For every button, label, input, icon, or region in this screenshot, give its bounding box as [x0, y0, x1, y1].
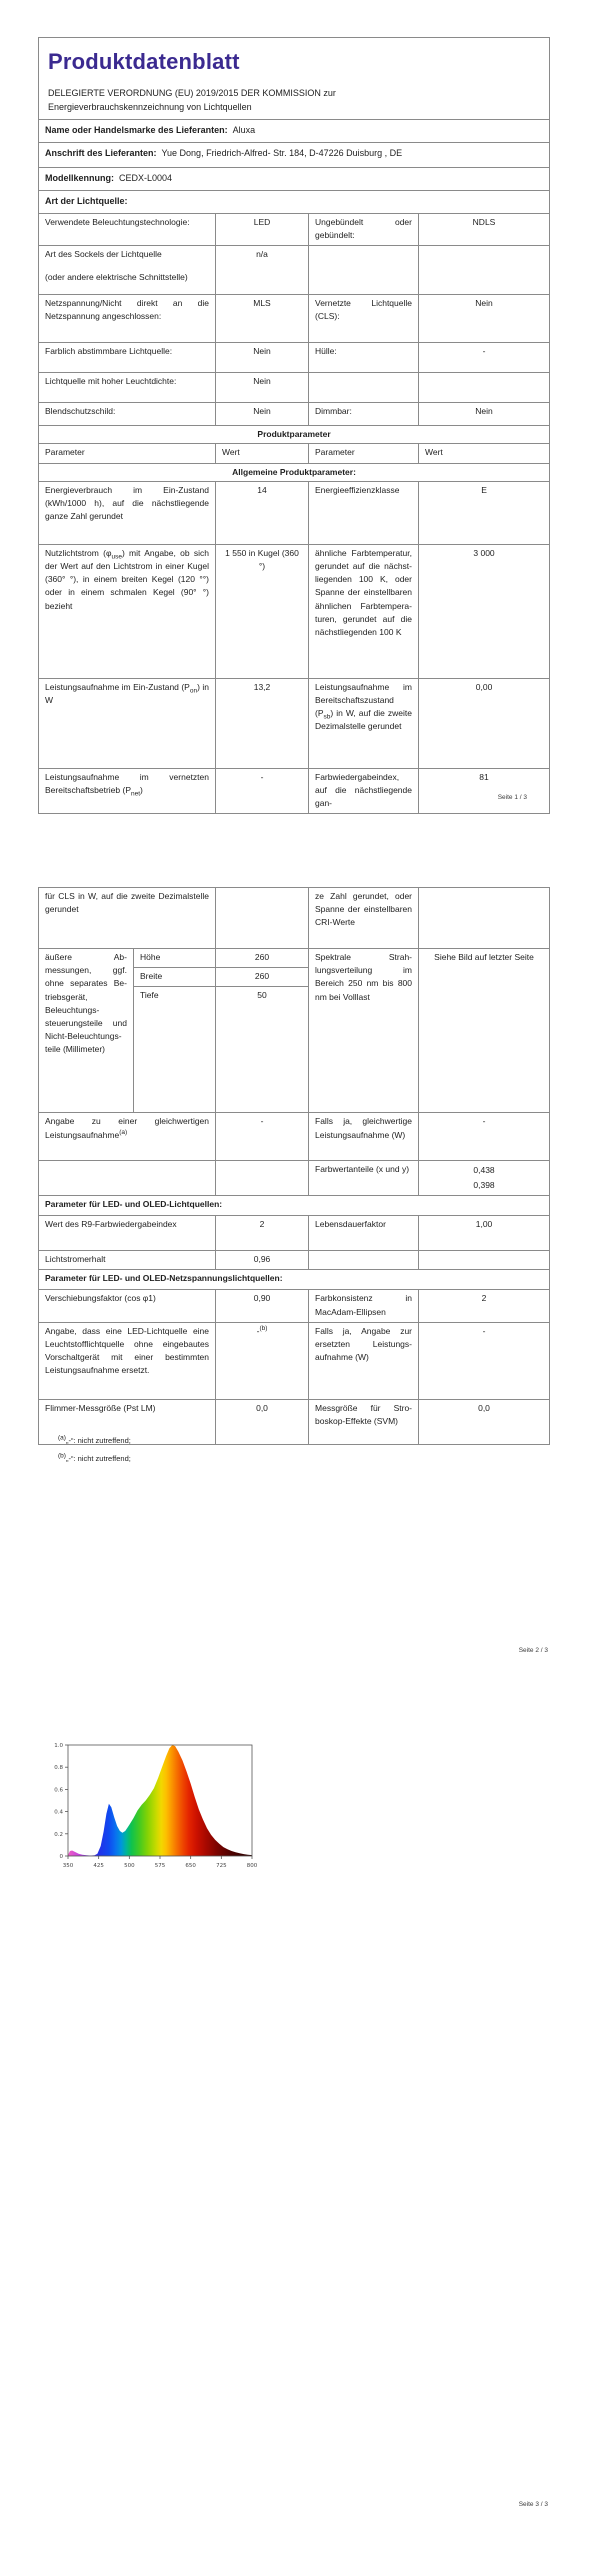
table-row — [39, 888, 550, 949]
param-cell: Nutzlichtstrom $(\varphi_{use})$ mit Angabe, ob sich der Wert auf den Lichtstrom in einer Kugel (360° °), in einem breiten Kegel (120 °°) oder in einem schmalen Kegel (90° °) bezieht — [39, 544, 216, 678]
param-cell: Ungebündelt oder gebündelt: — [309, 213, 419, 245]
section-header-allgemeine: Allgemeine Produktparameter: — [39, 463, 550, 481]
column-header: Wert — [419, 444, 550, 463]
param-cell — [309, 373, 419, 403]
param-cell: Verwendete Beleuchtungstechnologie: — [39, 213, 216, 245]
table-row — [39, 1216, 550, 1251]
dimension-value-cell: 260 — [216, 949, 309, 968]
param-cell: Leistungsaufnahme im Bereitschaftszustand $(P_{sb})$ in W, auf die zweite Dezimalstelle gerundet — [309, 678, 419, 768]
light-source-type-label: Art der Lichtquelle: — [45, 196, 128, 207]
param-cell: Lichtquelle mit hoher Leuchtdichte: — [39, 373, 216, 403]
table-row — [39, 1113, 550, 1161]
param-cell: Messgröße für Stroboskop-Effekte (SVM) — [309, 1399, 419, 1444]
table-row — [39, 373, 550, 403]
value-cell: 13,2 — [216, 678, 309, 768]
param-cell: Falls ja, gleichwertige Leistungsaufnahme (W) — [309, 1113, 419, 1161]
footnotes — [58, 1432, 131, 1468]
model-value: CEDX-L0004 — [119, 173, 173, 184]
param-cell: Angabe, dass eine LED-Lichtquelle eine Leuchtstofflichtquelle ohne eingebautes Vorschaltgerät mit einer bestimmten Leistungsaufnahme ersetzt. — [39, 1322, 216, 1399]
supplier-name-row — [39, 120, 550, 143]
page-footer-2: Seite 2 / 3 — [518, 1647, 548, 1654]
param-cell: ähnliche Farbtemperatur, gerundet auf die nächstliegenden 100 K, oder Spanne der einstellbaren ähnlichen Farbtemperaturen, gerundet auf die nächstliegenden 100 K — [309, 544, 419, 678]
page-title: Produktdatenblatt — [48, 49, 240, 74]
value-cell: E — [419, 481, 550, 544]
table-row — [39, 246, 550, 295]
chromaticity-x: 0,438 — [473, 1165, 495, 1176]
svg-text:500: 500 — [124, 1863, 135, 1869]
value-cell — [216, 1161, 309, 1196]
dimension-value-cell: 50 — [216, 987, 309, 1113]
page-footer-1: Seite 1 / 3 — [497, 794, 527, 801]
supplier-name-value: Aluxa — [232, 125, 256, 136]
value-cell — [419, 888, 550, 949]
table-row — [39, 1290, 550, 1322]
title-cell — [39, 38, 550, 120]
value-cell: 0,0 — [419, 1399, 550, 1444]
value-cell: NDLS — [419, 213, 550, 245]
svg-text:0.4: 0.4 — [54, 1809, 63, 1816]
table-row — [39, 1161, 550, 1196]
svg-text:575: 575 — [154, 1863, 166, 1869]
param-cell: Dimmbar: — [309, 403, 419, 426]
param-cell: Netzspannung/Nicht direkt an die Netzspannung angeschlossen: — [39, 295, 216, 343]
table-row — [39, 343, 550, 373]
table-row — [39, 678, 550, 768]
param-cell: Energieeffizienzklasse — [309, 481, 419, 544]
svg-text:0.2: 0.2 — [54, 1831, 63, 1838]
table-row — [39, 544, 550, 678]
value-cell: Nein — [216, 373, 309, 403]
param-cell: Lebensdauerfaktor — [309, 1216, 419, 1251]
chromaticity-y: 0,398 — [473, 1179, 495, 1190]
supplier-address-row — [39, 143, 550, 168]
value-cell — [419, 1251, 550, 1270]
dimension-value-cell: 260 — [216, 968, 309, 987]
value-cell: - — [419, 1322, 550, 1399]
supplier-name-label: Name oder Handelsmarke des Lieferanten: — [45, 125, 228, 136]
param-cell: Falls ja, Angabe zur ersetzten Leistungsaufnahme (W) — [309, 1322, 419, 1399]
section-header-led-oled-mains: Parameter für LED- und OLED-Netzspannungslichtquellen: — [39, 1270, 550, 1290]
value-cell: 2 — [216, 1216, 309, 1251]
regulation-line-2: Energieverbrauchskennzeichnung von Lichtquellen — [48, 101, 252, 112]
value-cell: 3 000 — [419, 544, 550, 678]
dimension-label-cell: Breite — [134, 968, 216, 987]
value-cell: - — [419, 1113, 550, 1161]
svg-text:1.0: 1.0 — [54, 1743, 63, 1749]
value-cell: 1 550 in Kugel (360 °) — [216, 544, 309, 678]
param-cell: Blendschutzschild: — [39, 403, 216, 426]
spectral-distribution-chart — [38, 1737, 270, 1875]
regulation-line-1: DELEGIERTE VERORDNUNG (EU) 2019/2015 DER KOMMISSION zur — [48, 88, 336, 99]
value-cell: 0,96 — [216, 1251, 309, 1270]
value-cell: 0,0 — [216, 1399, 309, 1444]
svg-text:0.6: 0.6 — [54, 1787, 63, 1794]
param-text: Art des Sockels der Lichtquelle — [45, 249, 162, 260]
light-source-type-row — [39, 191, 550, 214]
model-row — [39, 168, 550, 191]
table-row — [39, 295, 550, 343]
value-cell: 2 — [419, 1290, 550, 1322]
page-footer-3: Seite 3 / 3 — [518, 2501, 548, 2508]
param-cell: Flimmer-Messgröße (Pst LM) — [39, 1399, 216, 1444]
svg-text:800: 800 — [246, 1863, 258, 1869]
svg-text:650: 650 — [185, 1863, 196, 1869]
section-header-led-oled: Parameter für LED- und OLED-Lichtquellen: — [39, 1196, 550, 1216]
value-cell: Nein — [216, 403, 309, 426]
param-cell: Farbwertanteile (x und y) — [309, 1161, 419, 1196]
svg-text:0: 0 — [59, 1854, 63, 1860]
footnote-a: $^{(a)}$„-“: nicht zutreffend; — [58, 1434, 131, 1445]
value-cell — [419, 246, 550, 295]
dimension-label-cell: Tiefe — [134, 987, 216, 1113]
param-cell: Leistungsaufnahme im Ein-Zustand $(P_{on})$ in W — [39, 678, 216, 768]
value-cell: 0,90 — [216, 1290, 309, 1322]
param-cell: für CLS in W, auf die zweite Dezimalstelle gerundet — [39, 888, 216, 949]
supplier-address-value: Yue Dong, Friedrich-Alfred- Str. 184, D-47226 Duisburg , DE — [161, 148, 403, 159]
param-cell: Wert des R9-Farbwiedergabeindex — [39, 1216, 216, 1251]
column-header: Wert — [216, 444, 309, 463]
param-cell: Vernetzte Lichtquelle (CLS): — [309, 295, 419, 343]
param-cell — [39, 1161, 216, 1196]
value-cell: Nein — [419, 403, 550, 426]
value-cell: Nein — [216, 343, 309, 373]
param-cell — [39, 246, 216, 295]
param-cell: Hülle: — [309, 343, 419, 373]
regulation-subtitle — [48, 87, 540, 114]
value-cell: -$^{(b)}$ — [216, 1322, 309, 1399]
value-cell: - — [216, 768, 309, 814]
value-cell: 1,00 — [419, 1216, 550, 1251]
chromaticity-values-cell — [419, 1161, 550, 1196]
param-cell: Energieverbrauch im Ein-Zustand (kWh/1000 h), auf die nächstliegende ganze Zahl gerundet — [39, 481, 216, 544]
supplier-address-label: Anschrift des Lieferanten: — [45, 148, 157, 159]
value-cell: Siehe Bild auf letzter Seite — [419, 949, 550, 1113]
param-cell: Leistungsaufnahme im vernetzten Bereitschaftsbetrieb $(P_{net})$ — [39, 768, 216, 814]
model-label: Modellkennung: — [45, 173, 114, 184]
value-cell: n/a — [216, 246, 309, 295]
value-cell: MLS — [216, 295, 309, 343]
svg-text:725: 725 — [216, 1863, 227, 1869]
table-row — [39, 481, 550, 544]
param-cell: Farbkonsistenz in MacAdam-Ellipsen — [309, 1290, 419, 1322]
value-cell: 14 — [216, 481, 309, 544]
value-cell: 81 — [419, 768, 550, 814]
svg-text:0.8: 0.8 — [54, 1765, 63, 1772]
dimension-label-cell: Höhe — [134, 949, 216, 968]
param-cell: Spektrale Strahlungsverteilung im Bereich 250 nm bis 800 nm bei Volllast — [309, 949, 419, 1113]
section-header-produktparameter: Produktparameter — [39, 426, 550, 444]
param-cell: Angabe zu einer gleichwertigen Leistungsaufnahme$^{(a)}$ — [39, 1113, 216, 1161]
param-cell — [309, 1251, 419, 1270]
param-cell: Farbwiedergabeindex, auf die nächstliegende gan- — [309, 768, 419, 814]
svg-text:350: 350 — [62, 1863, 74, 1869]
value-cell: 0,00 — [419, 678, 550, 768]
table-row — [39, 213, 550, 245]
table-row — [39, 403, 550, 426]
param-cell: ze Zahl gerundet, oder Spanne der einstellbaren CRI-Werte — [309, 888, 419, 949]
column-header: Parameter — [309, 444, 419, 463]
svg-text:425: 425 — [93, 1863, 104, 1869]
dimensions-outer-label-cell: äußere Abmessungen, ggf. ohne separates Betriebsgerät, Beleuchtungssteuerungsteile und Nicht-Beleuchtungsteile (Millimeter) — [39, 949, 134, 1113]
value-cell: Nein — [419, 295, 550, 343]
column-header: Parameter — [39, 444, 216, 463]
param-cell: Lichtstromerhalt — [39, 1251, 216, 1270]
param-text: (oder andere elektrische Schnittstelle) — [45, 272, 188, 283]
value-cell — [419, 373, 550, 403]
table-row — [39, 768, 550, 814]
param-cell — [309, 246, 419, 295]
footnote-b: $^{(b)}$„-“: nicht zutreffend; — [58, 1452, 131, 1463]
table-row — [39, 1322, 550, 1399]
value-cell: LED — [216, 213, 309, 245]
dimensions-row — [39, 949, 550, 968]
value-cell: - — [419, 343, 550, 373]
product-datasheet-table-page2 — [38, 887, 550, 1445]
param-cell: Verschiebungsfaktor (cos φ1) — [39, 1290, 216, 1322]
table-row — [39, 1251, 550, 1270]
column-header-row — [39, 444, 550, 463]
product-datasheet-table-page1 — [38, 37, 550, 814]
value-cell — [216, 888, 309, 949]
value-cell: - — [216, 1113, 309, 1161]
spectral-chart-svg — [38, 1737, 270, 1875]
param-cell: Farblich abstimmbare Lichtquelle: — [39, 343, 216, 373]
